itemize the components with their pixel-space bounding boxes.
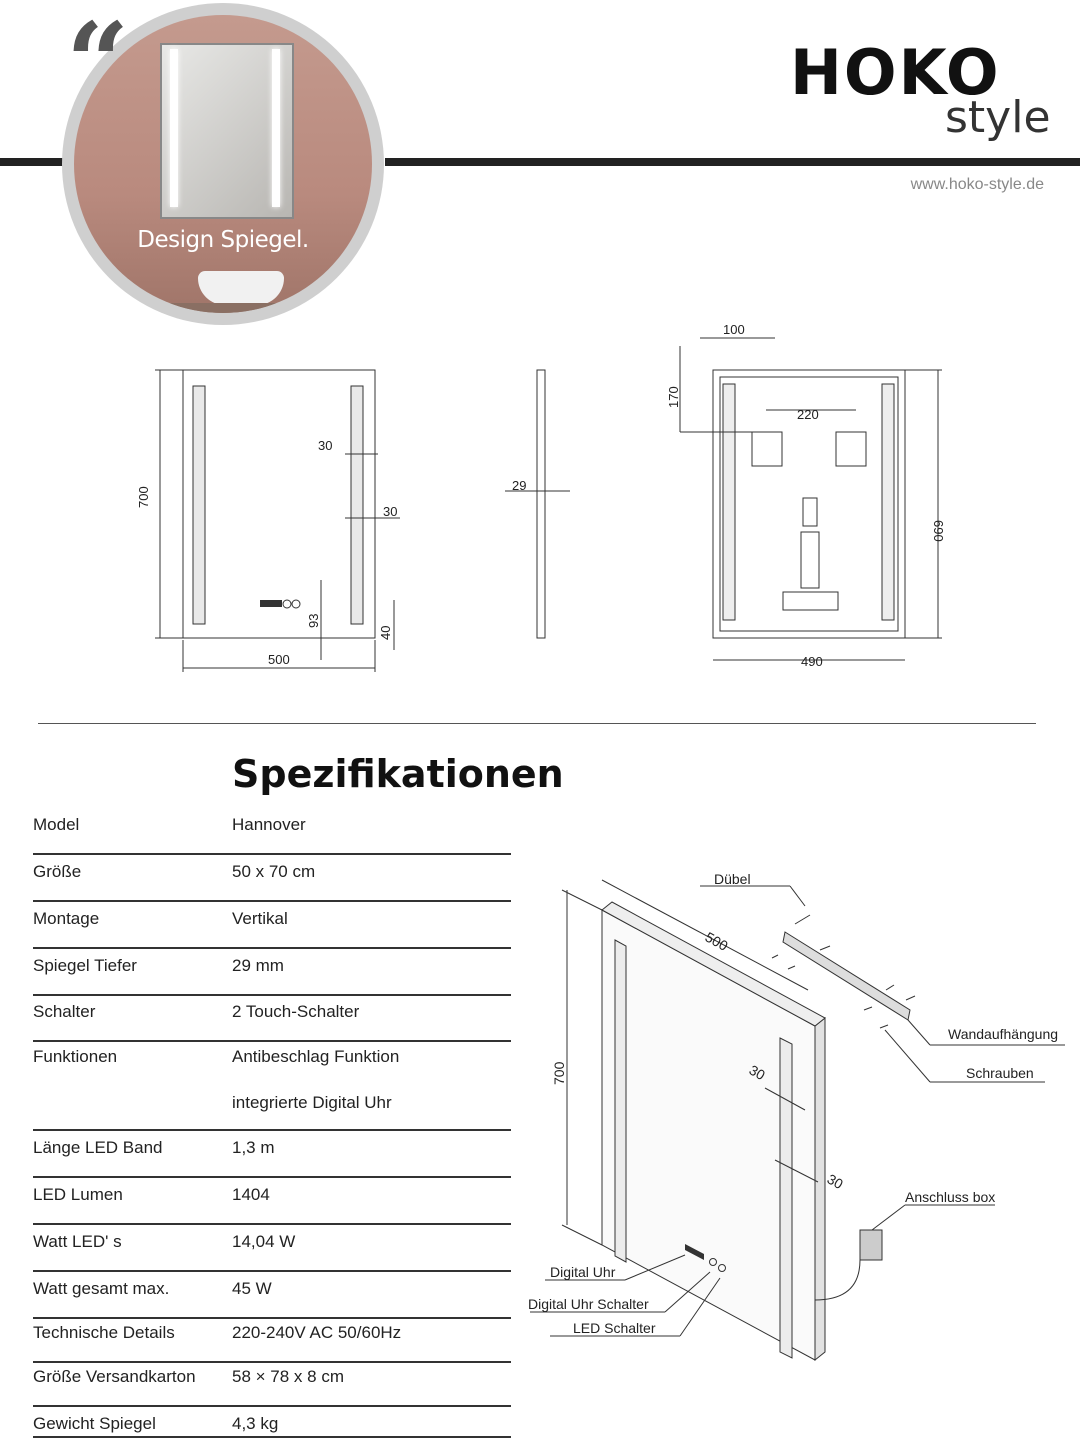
spec-label: Technische Details	[33, 1323, 175, 1342]
spec-row-mounting	[33, 909, 511, 949]
spec-label: Größe Versandkarton	[33, 1367, 196, 1386]
front-height-label: 700	[136, 486, 151, 508]
back-left-offset-label: 100	[723, 322, 745, 337]
photo-led-left	[170, 49, 178, 207]
spec-label: Spiegel Tiefer	[33, 956, 137, 975]
spec-value: 220-240V AC 50/60Hz	[232, 1323, 402, 1342]
side-view-frame	[537, 370, 545, 638]
spec-row-led-watt	[33, 1232, 511, 1272]
back-top-offset-label: 170	[666, 386, 681, 408]
photo-led-right	[272, 49, 280, 207]
spec-value: 50 x 70 cm	[232, 862, 316, 881]
front-led-right	[351, 386, 363, 624]
isometric-drawing	[520, 860, 1080, 1380]
spec-label: Watt LED' s	[33, 1232, 122, 1251]
spec-value: 4,3 kg	[232, 1414, 279, 1433]
spec-label: Funktionen	[33, 1047, 118, 1066]
spec-row-technical	[33, 1323, 511, 1363]
spec-value: 14,04 W	[232, 1232, 296, 1251]
back-plate	[783, 592, 838, 610]
spec-value: Vertikal	[232, 909, 288, 928]
back-box-top	[803, 498, 817, 526]
spec-value: Hannover	[232, 815, 306, 834]
spec-row-switch	[33, 1002, 511, 1042]
callout-digital-uhr: Digital Uhr	[550, 1264, 616, 1280]
iso-connection-box	[860, 1230, 882, 1260]
front-led-left	[193, 386, 205, 624]
spec-value: 1404	[232, 1185, 270, 1204]
side-depth-label: 29	[512, 478, 527, 493]
spec-value: 45 W	[232, 1279, 272, 1298]
spec-row-weight	[33, 1414, 511, 1438]
header-rule-right	[385, 158, 1080, 166]
spec-value: Antibeschlag Funktion	[232, 1047, 400, 1066]
back-bracket-left	[752, 432, 782, 466]
front-touch-display	[260, 600, 300, 608]
spec-row-depth	[33, 956, 511, 996]
spec-title: Spezifikationen	[232, 752, 564, 796]
back-led-right	[882, 384, 894, 620]
callout-schrauben: Schrauben	[966, 1065, 1034, 1081]
front-strip-bottom-label: 40	[378, 625, 393, 640]
spec-row-total-watt	[33, 1279, 511, 1319]
back-bracket-spacing-label: 220	[797, 407, 819, 422]
spec-row-shipping-box	[33, 1367, 511, 1407]
iso-led-left	[615, 940, 626, 1262]
back-height-label: 690	[931, 520, 946, 542]
spec-label: Montage	[33, 909, 100, 928]
brand-logo: HOKO	[790, 36, 1001, 109]
website-link[interactable]: www.hoko-style.de	[910, 176, 1044, 193]
spec-row-size	[33, 862, 511, 902]
iso-height-label: 700	[551, 1061, 567, 1085]
spec-row-led-length	[33, 1138, 511, 1178]
front-strip-offset-label: 30	[318, 438, 333, 453]
callout-led-schalter: LED Schalter	[573, 1320, 656, 1336]
iso-led-right	[780, 1038, 792, 1358]
back-led-left	[723, 384, 735, 620]
spec-label: Gewicht Spiegel	[33, 1414, 156, 1433]
spec-value: 2 Touch-Schalter	[232, 1002, 360, 1021]
front-strip-width-label: 30	[383, 504, 398, 519]
spec-value-extra: integrierte Digital Uhr	[232, 1093, 392, 1112]
callout-anschluss-box: Anschluss box	[905, 1189, 996, 1205]
spec-row-lumen	[33, 1185, 511, 1225]
callout-duebel: Dübel	[714, 871, 751, 887]
spec-label: Watt gesamt max.	[33, 1279, 170, 1298]
front-bottom-offset-label: 93	[306, 613, 321, 628]
callout-digital-uhr-schalter: Digital Uhr Schalter	[528, 1296, 649, 1312]
front-width-label: 500	[268, 652, 290, 667]
callout-wandaufhaengung: Wandaufhängung	[948, 1026, 1059, 1042]
back-bracket-right	[836, 432, 866, 466]
quote-icon: “	[66, 0, 130, 127]
front-view-frame	[183, 370, 375, 638]
back-width-label: 490	[801, 654, 823, 669]
section-divider	[38, 723, 1036, 724]
brand-subtitle: style	[945, 92, 1051, 143]
back-box	[801, 532, 819, 588]
spec-label: Größe	[33, 862, 82, 881]
spec-value: 29 mm	[232, 956, 284, 975]
spec-label: Länge LED Band	[33, 1138, 163, 1157]
spec-label: Schalter	[33, 1002, 96, 1021]
technical-drawings	[0, 310, 1080, 690]
spec-row-functions	[33, 1047, 511, 1131]
iso-strip-offset-label: 30	[746, 1061, 768, 1084]
iso-mirror-edge	[815, 1018, 825, 1360]
spec-label: LED Lumen	[33, 1185, 123, 1204]
photo-sink	[198, 271, 284, 305]
spec-value: 1,3 m	[232, 1138, 275, 1157]
iso-strip-width-label: 30	[824, 1170, 846, 1193]
badge-caption: Design Spiegel.	[137, 227, 309, 253]
spec-row-model	[33, 815, 511, 855]
spec-value: 58 × 78 x 8 cm	[232, 1367, 344, 1386]
spec-label: Model	[33, 815, 80, 834]
iso-width-label: 500	[702, 928, 731, 954]
